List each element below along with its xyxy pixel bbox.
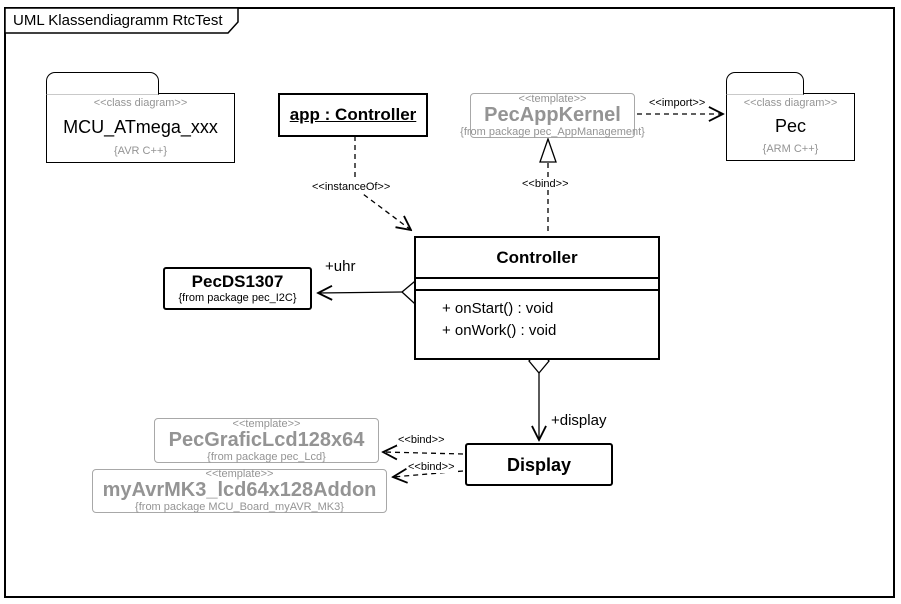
class-name: Display	[506, 454, 572, 475]
class-myavrmk3-lcd64x128addon[interactable]	[92, 469, 387, 513]
package-stereotype: <<class diagram>>	[93, 97, 188, 109]
from-package-label: {from package MCU_Board_myAVR_MK3}	[135, 501, 344, 513]
generalization-triangle	[540, 139, 556, 162]
class-name: myAvrMK3_lcd64x128Addon	[102, 479, 377, 501]
operations-compartment	[416, 289, 658, 358]
object-name: app : Controller	[289, 105, 417, 124]
package-tag: {AVR C++}	[114, 145, 167, 157]
template-stereotype: <<template>>	[518, 92, 587, 105]
bind-kernel-label: <<bind>>	[522, 178, 569, 190]
class-pecappkernel[interactable]	[460, 92, 645, 138]
object-app-controller[interactable]	[278, 93, 428, 137]
class-name: PecAppKernel	[484, 103, 621, 126]
class-display[interactable]	[465, 443, 613, 486]
package-pec[interactable]	[726, 93, 855, 161]
template-stereotype: <<template>>	[232, 417, 301, 430]
class-name: PecDS1307	[191, 272, 284, 291]
display-role-label: +display	[551, 412, 607, 429]
instanceof-label: <<instanceOf>>	[312, 181, 391, 193]
diagram-title: UML Klassendiagramm RtcTest	[13, 12, 223, 29]
import-label: <<import>>	[649, 97, 706, 109]
package-stereotype: <<class diagram>>	[743, 97, 838, 109]
operation: + onStart() : void	[442, 300, 554, 317]
from-package-label: {from package pec_Lcd}	[207, 450, 326, 463]
uhr-role-label: +uhr	[325, 258, 356, 275]
bind-lcd-edge[interactable]	[383, 452, 463, 454]
from-package-label: {from package pec_I2C}	[178, 292, 297, 304]
package-name: MCU_ATmega_xxx	[63, 117, 218, 137]
package-tab-pec[interactable]	[726, 72, 804, 95]
package-tag: {ARM C++}	[762, 143, 819, 155]
class-name: PecGraficLcd128x64	[168, 428, 365, 451]
package-name: Pec	[774, 116, 807, 136]
attributes-compartment	[416, 277, 658, 289]
template-stereotype: <<template>>	[205, 468, 274, 480]
package-tab-mcu[interactable]	[46, 72, 159, 95]
operation: + onWork() : void	[442, 322, 557, 339]
class-pecds1307[interactable]	[163, 267, 312, 310]
package-mcu-atmega[interactable]	[46, 93, 235, 163]
class-pecgraficlcd128x64[interactable]	[154, 418, 379, 463]
bind-lcd-label: <<bind>>	[398, 434, 445, 446]
uhr-edge[interactable]	[318, 292, 402, 293]
class-controller[interactable]	[414, 236, 660, 360]
class-name: Controller	[496, 247, 578, 267]
from-package-label: {from package pec_AppManagement}	[460, 125, 645, 138]
bind-addon-label: <<bind>>	[408, 461, 455, 473]
